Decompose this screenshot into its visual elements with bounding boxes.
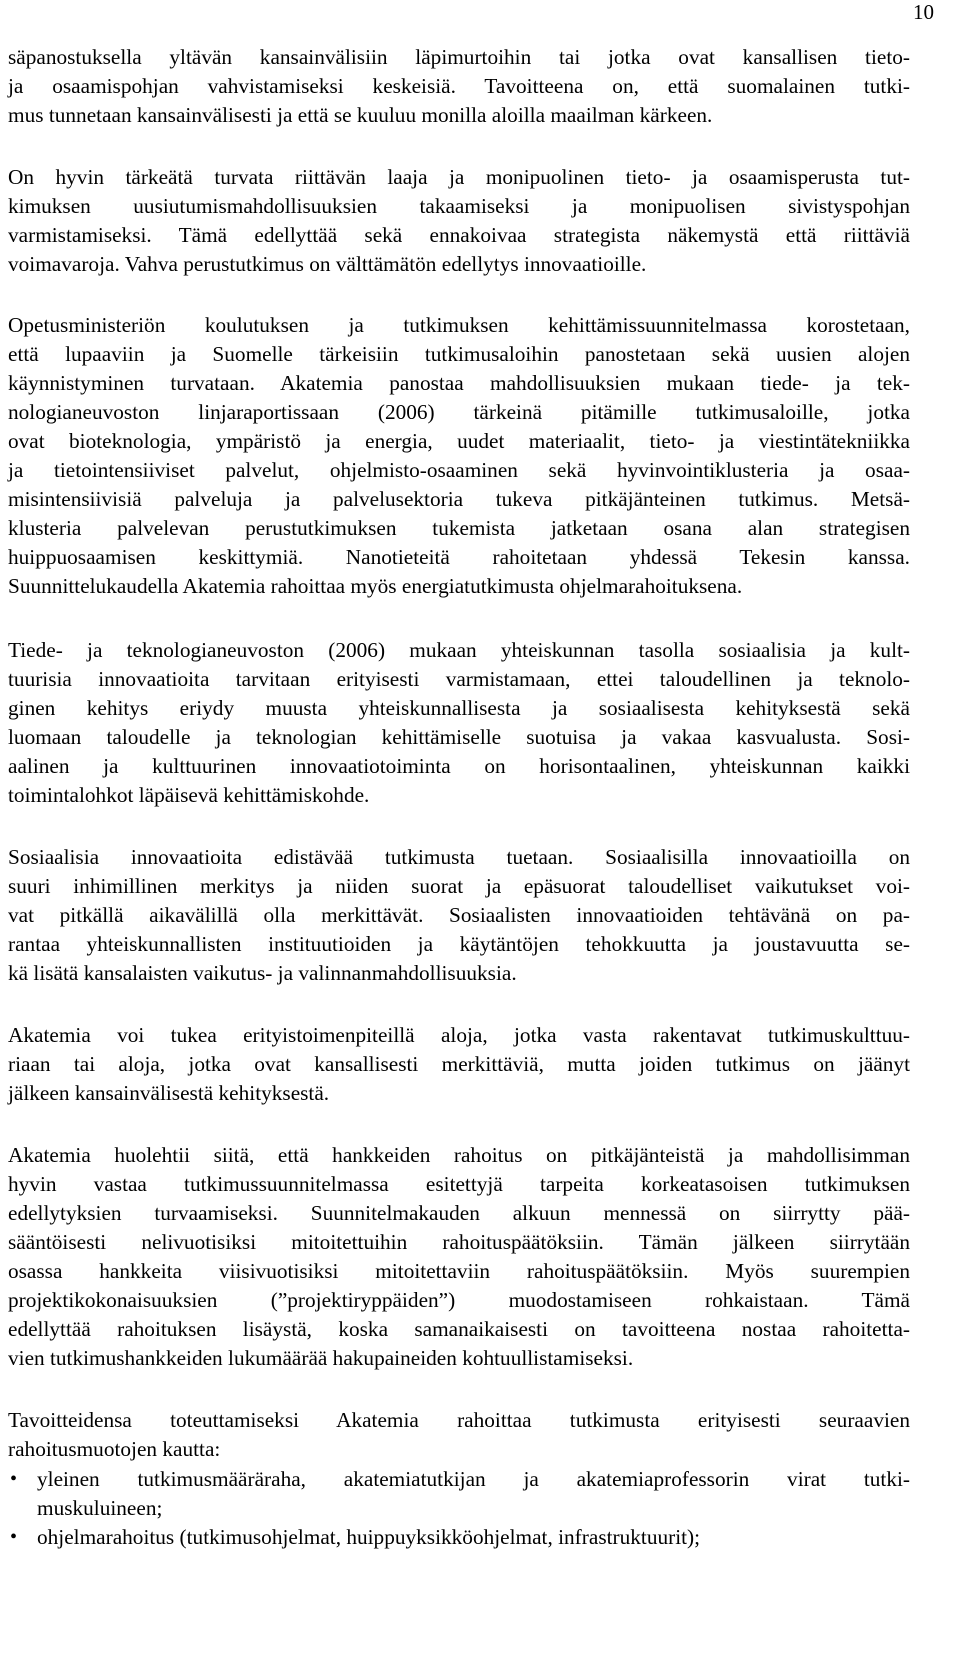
text-line: ohjelmarahoitus (tutkimusohjelmat, huippuyksikköohjelmat, infrastruktuurit);	[37, 1525, 701, 1549]
text-line: riaan tai aloja, jotka ovat kansallisesti merkittäviä, mutta joiden tutkimus on jäänyt	[8, 1052, 910, 1076]
text-line: luomaan taloudelle ja teknologian kehittämiselle suotuisa ja vakaa kasvualusta. Sosi-	[8, 725, 910, 749]
text-line: Akatemia huolehtii siitä, että hankkeiden rahoitus on pitkäjänteistä ja mahdollisimman	[8, 1143, 910, 1167]
text-line: yleinen tutkimusmääräraha, akatemiatutkijan ja akatemiaprofessorin virat tutki-	[37, 1467, 910, 1491]
text-line: Suunnittelukaudella Akatemia rahoittaa myös energiatutkimusta ohjelmarahoituksena.	[8, 574, 743, 598]
text-line: mus tunnetaan kansainvälisesti ja että se kuuluu monilla aloilla maailman kärkeen.	[8, 103, 713, 127]
text-line: misintensiivisiä palveluja ja palvelusektoria tukeva pitkäjänteinen tutkimus. Metsä-	[8, 487, 910, 511]
text-line: varmistamiseksi. Tämä edellyttää sekä ennakoivaa strategista näkemystä että riittäviä	[8, 223, 910, 247]
text-line: huippuosaamisen keskittymiä. Nanotieteitä rahoitetaan yhdessä Tekesin kanssa.	[8, 545, 910, 569]
text-line: Opetusministeriön koulutuksen ja tutkimuksen kehittämissuunnitelmassa korostetaan,	[8, 313, 910, 337]
text-line: rahoitusmuotojen kautta:	[8, 1437, 221, 1461]
text-line: Tavoitteidensa toteuttamiseksi Akatemia rahoittaa tutkimusta erityisesti seuraavien	[8, 1408, 910, 1432]
text-line: ja osaamispohjan vahvistamiseksi keskeisiä. Tavoitteena on, että suomalainen tutki-	[8, 74, 910, 98]
bullet-icon: •	[10, 1468, 18, 1490]
text-line: hyvin vastaa tutkimussuunnitelmassa esitettyjä tarpeita korkeatasoisen tutkimuksen	[8, 1172, 910, 1196]
text-line: vien tutkimushankkeiden lukumäärää hakupaineiden kohtuullistamiseksi.	[8, 1346, 634, 1370]
text-line: kä lisätä kansalaisten vaikutus- ja valinnanmahdollisuuksia.	[8, 961, 517, 985]
text-line: klusteria palvelevan perustutkimuksen tukemista jatketaan osana alan strategisen	[8, 516, 910, 540]
text-line: nologianeuvoston linjaraportissaan (2006) tärkeinä pitämille tutkimusaloille, jotka	[8, 400, 910, 424]
text-line: ginen kehitys eriydy muusta yhteiskunnallisesta ja sosiaalisesta kehityksestä sekä	[8, 696, 910, 720]
text-line: muskuluineen;	[37, 1496, 163, 1520]
text-line: edellyttää rahoituksen lisäystä, koska samanaikaisesti on tavoitteena nostaa rahoitetta-	[8, 1317, 910, 1341]
text-line: vat pitkällä aikavälillä olla merkittävät. Sosiaalisten innovaatioiden tehtävänä on pa-	[8, 903, 910, 927]
bullet-icon: •	[10, 1526, 18, 1548]
text-line: ja tietointensiiviset palvelut, ohjelmisto-osaaminen sekä hyvinvointiklusteria ja osaa-	[8, 458, 910, 482]
text-line: rantaa yhteiskunnallisten instituutioiden ja käytäntöjen tehokkuutta ja joustavuutta se-	[8, 932, 910, 956]
text-line: suuri inhimillinen merkitys ja niiden suorat ja epäsuorat taloudelliset vaikutukset voi-	[8, 874, 910, 898]
text-line: aalinen ja kulttuurinen innovaatiotoiminta on horisontaalinen, yhteiskunnan kaikki	[8, 754, 910, 778]
text-line: Sosiaalisia innovaatioita edistävää tutkimusta tuetaan. Sosiaalisilla innovaatioilla on	[8, 845, 910, 869]
text-line: kimuksen uusiutumismahdollisuuksien takaamiseksi ja monipuolisen sivistyspohjan	[8, 194, 910, 218]
page-number: 10	[913, 0, 934, 24]
text-line: edellytyksien turvaamiseksi. Suunnitelmakauden alkuun mennessä on siirrytty pää-	[8, 1201, 910, 1225]
text-line: projektikokonaisuuksien (”projektiryppäiden”) muodostamiseen rohkaistaan. Tämä	[8, 1288, 910, 1312]
text-line: että lupaaviin ja Suomelle tärkeisiin tutkimusaloihin panostetaan sekä uusien alojen	[8, 342, 910, 366]
text-line: sääntöisesti nelivuotisiksi mitoitettuihin rahoituspäätöksiin. Tämän jälkeen siirrytään	[8, 1230, 910, 1254]
text-line: käynnistyminen turvataan. Akatemia panostaa mahdollisuuksien mukaan tiede- ja tek-	[8, 371, 910, 395]
text-line: voimavaroja. Vahva perustutkimus on välttämätön edellytys innovaatioille.	[8, 252, 647, 276]
text-line: säpanostuksella yltävän kansainvälisiin läpimurtoihin tai jotka ovat kansallisen tieto-	[8, 45, 910, 69]
text-line: toimintalohkot läpäisevä kehittämiskohde.	[8, 783, 370, 807]
text-line: tuurisia innovaatioita tarvitaan erityisesti varmistamaan, ettei taloudellinen ja teknolo-	[8, 667, 910, 691]
text-line: Akatemia voi tukea erityistoimenpiteillä aloja, jotka vasta rakentavat tutkimuskulttuu-	[8, 1023, 910, 1047]
text-line: On hyvin tärkeätä turvata riittävän laaja ja monipuolinen tieto- ja osaamisperusta tut-	[8, 165, 910, 189]
text-line: osassa hankkeita viisivuotisiksi mitoitettaviin rahoituspäätöksiin. Myös suurempien	[8, 1259, 910, 1283]
text-line: ovat bioteknologia, ympäristö ja energia, uudet materiaalit, tieto- ja viestintätekniikka	[8, 429, 910, 453]
text-line: jälkeen kansainvälisestä kehityksestä.	[8, 1081, 330, 1105]
text-line: Tiede- ja teknologianeuvoston (2006) mukaan yhteiskunnan tasolla sosiaalisia ja kult-	[8, 638, 910, 662]
